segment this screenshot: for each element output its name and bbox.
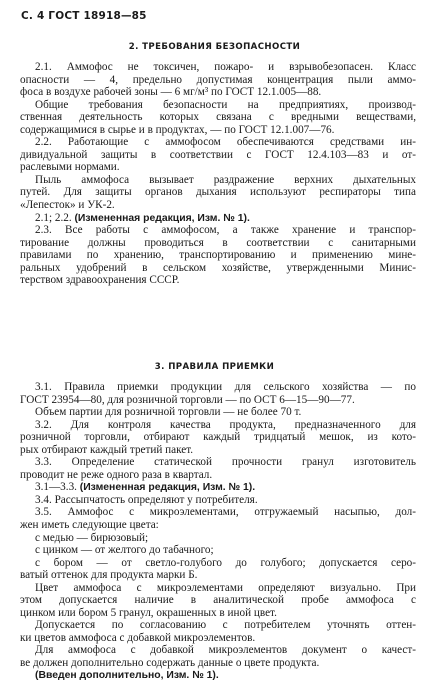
text-line: Для аммофоса с добавкой микроэлементов документ о качест- <box>35 644 416 657</box>
text-line: с медью — бирюзовый; <box>35 531 149 544</box>
text-line: тирование должны проводиться в соответствии с санитарными <box>20 236 416 249</box>
text-line: опасности — 4, предельно допустимая концентрация пыли аммо- <box>20 73 416 86</box>
text-line: «Лепесток» и УК-2. <box>20 199 115 212</box>
text-line: Цвет аммофоса с микроэлементами определяют визуально. При <box>35 581 416 594</box>
page-header: С. 4 ГОСТ 18918—85 <box>21 10 147 22</box>
text-line: цинком или бором 5 гранул, окрашенных в иной цвет. <box>20 606 277 619</box>
text-line: Объем партии для розничной торговли — не более 70 т. <box>35 406 302 419</box>
text-line <box>20 212 416 225</box>
text-line: фоса в воздухе рабочей зоны — 6 мг/м³ по ГОСТ 12.1.005—88. <box>20 86 322 99</box>
line-prefix: 2.1; 2.2. <box>35 211 75 224</box>
text-line: 2.2. Работающие с аммофосом обеспечиваются средствами ин- <box>35 136 416 149</box>
text-line: правилами по хранению, транспортированию и применению мине- <box>20 249 416 262</box>
text-line: этом допускается наличие в аналитической пробе аммофоса с <box>20 594 416 607</box>
section-3-title: 3. ПРАВИЛА ПРИЕМКИ <box>154 362 275 372</box>
text-line: ральных удобрений в сельском хозяйстве, утвержденными Минис- <box>20 261 416 274</box>
text-line: ватый оттенок для продукта марки Б. <box>20 569 198 582</box>
text-line: ственная деятельность которых связана с вредными веществами, <box>20 111 416 124</box>
text-line: 3.3. Определение статической прочности гранул изготовитель <box>35 456 416 469</box>
text-line: дивидуальной защиты в соответствии с ГОСТ 12.4.103—83 и от- <box>20 148 416 161</box>
text-line: ГОСТ 23954—80, для розничной торговли — по ОСТ 6—15—90—77. <box>20 393 355 406</box>
text-line: Пыль аммофоса вызывает раздражение верхних дыхательных <box>35 173 416 186</box>
text-line: 3.2. Для контроля качества продукта, предназначенного для <box>35 418 416 431</box>
text-line: проводит не реже одного раза в квартал. <box>20 468 213 481</box>
text-line: 2.1. Аммофос не токсичен, пожаро- и взрывобезопасен. Класс <box>35 61 416 73</box>
section-2-body <box>20 61 416 287</box>
text-line: 3.1. Правила приемки продукции для сельского хозяйства — по <box>35 381 416 393</box>
section-3-body <box>20 381 416 682</box>
text-line <box>20 481 416 494</box>
text-line: 3.4. Рассыпчатость определяют у потребителя. <box>35 493 258 506</box>
text-line: рых отбирают каждый третий пакет. <box>20 443 194 456</box>
text-line: ве должен дополнительно содержать данные о цвете продукта. <box>20 657 320 670</box>
text-line: 3.5. Аммофос с микроэлементами, отгружаемый насыпью, дол- <box>35 506 416 519</box>
text-line: с бором — от светло-голубого до голубого; допускается серо- <box>35 556 416 569</box>
line-prefix: 3.1—3.3. <box>35 481 80 494</box>
text-line: розничной торговли, отбирают каждый тридцатый мешок, из кото- <box>20 431 416 444</box>
text-line: раслевыми нормами. <box>20 161 120 174</box>
amendment-note: (Измененная редакция, Изм. № 1). <box>74 212 250 224</box>
text-line: содержащимися в сырье и в продуктах, — по ГОСТ 12.1.007—76. <box>20 123 335 136</box>
text-line: Общие требования безопасности на предприятиях, производ- <box>35 98 416 111</box>
text-line: терством здравоохранения СССР. <box>20 274 180 287</box>
section-2-title: 2. ТРЕБОВАНИЯ БЕЗОПАСНОСТИ <box>128 42 301 52</box>
text-line: Допускается по согласованию с потребителем уточнять оттен- <box>35 619 416 632</box>
text-line: путей. Для защиты органов дыхания используют респираторы типа <box>20 186 416 199</box>
text-line: (Введен дополнительно, Изм. № 1). <box>35 669 219 681</box>
text-line: с цинком — от желтого до табачного; <box>35 544 214 557</box>
amendment-note: (Измененная редакция, Изм. № 1). <box>79 482 256 494</box>
text-line: 2.3. Все работы с аммофосом, а также хранение и транспор- <box>35 224 416 237</box>
text-line: ки цветов аммофоса с добавкой микроэлементов. <box>20 631 256 644</box>
text-line: жен иметь следующие цвета: <box>20 519 159 532</box>
